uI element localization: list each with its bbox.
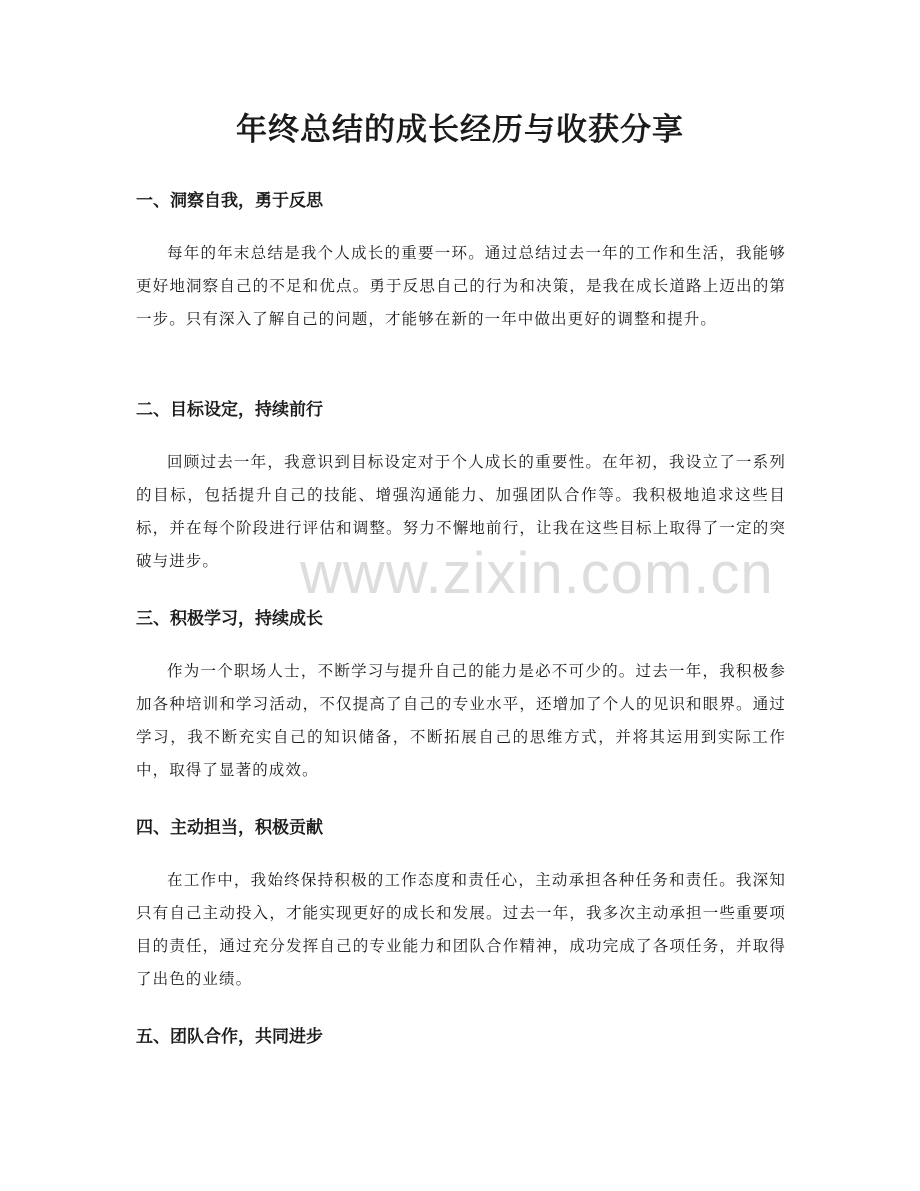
section-paragraph: 作为一个职场人士，不断学习与提升自己的能力是必不可少的。过去一年，我积极参加各种培训和学习活动，不仅提高了自己的专业水平，还增加了个人的见识和眼界。通过学习，我不断充实自己的知识储备，不断拓展自己的思维方式，并将其运用到实际工作中，取得了显著的成效。 xyxy=(136,662,786,779)
section-heading: 三、积极学习，持续成长 xyxy=(136,609,323,629)
section-1 xyxy=(136,188,786,336)
section-heading: 四、主动担当，积极贡献 xyxy=(136,818,323,838)
section-4 xyxy=(136,815,786,996)
document-title: 年终总结的成长经历与收获分享 xyxy=(236,112,684,148)
section-5 xyxy=(136,1024,786,1050)
section-paragraph: 回顾过去一年，我意识到目标设定对于个人成长的重要性。在年初，我设立了一系列的目标，包括提升自己的技能、增强沟通能力、加强团队合作等。我积极地追求这些目标，并在每个阶段进行评估和调整。努力不懈地前行，让我在这些目标上取得了一定的突破与进步。 xyxy=(136,453,786,570)
section-heading: 二、目标设定，持续前行 xyxy=(136,400,323,420)
section-paragraph: 每年的年末总结是我个人成长的重要一环。通过总结过去一年的工作和生活，我能够更好地洞察自己的不足和优点。勇于反思自己的行为和决策，是我在成长道路上迈出的第一步。只有深入了解自己的问题，才能够在新的一年中做出更好的调整和提升。 xyxy=(136,244,786,328)
section-heading: 一、洞察自我，勇于反思 xyxy=(136,191,323,211)
section-2 xyxy=(136,397,786,578)
section-paragraph: 在工作中，我始终保持积极的工作态度和责任心，主动承担各种任务和责任。我深知只有自己主动投入，才能实现更好的成长和发展。过去一年，我多次主动承担一些重要项目的责任，通过充分发挥自己的专业能力和团队合作精神，成功完成了各项任务，并取得了出色的业绩。 xyxy=(136,871,786,988)
watermark-text: www.zixin.com.cn xyxy=(300,541,774,606)
section-heading: 五、团队合作，共同进步 xyxy=(136,1027,323,1047)
section-3 xyxy=(136,606,786,787)
